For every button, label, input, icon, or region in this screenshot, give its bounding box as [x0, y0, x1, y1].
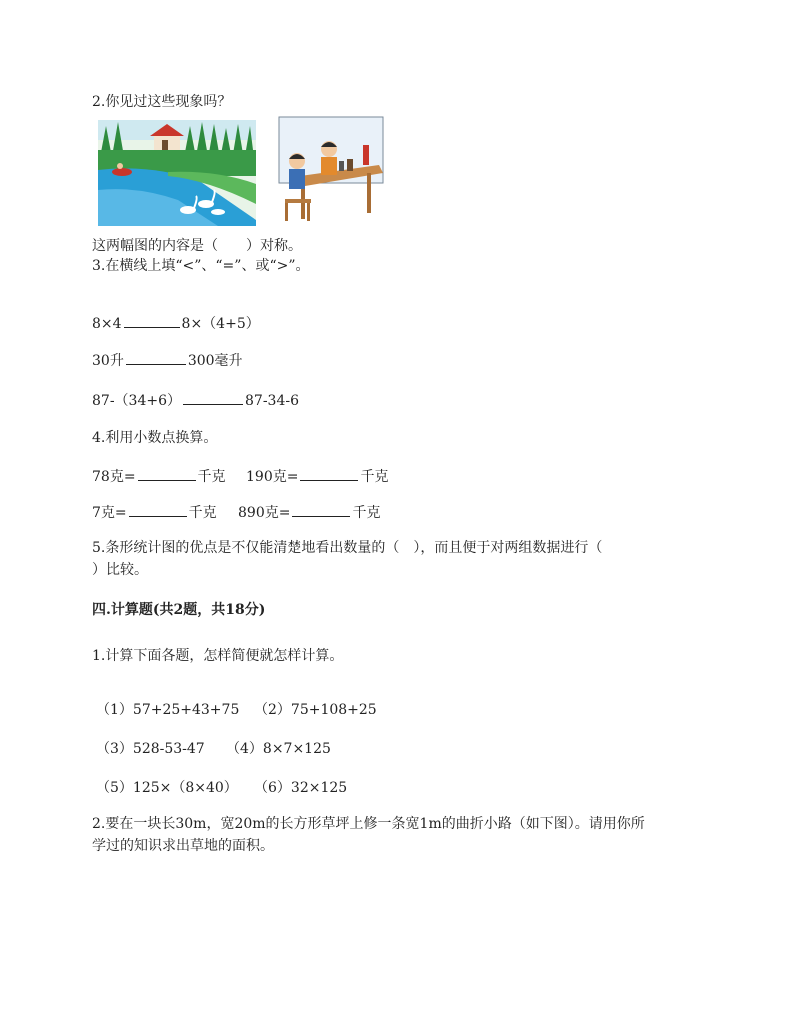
calc-item: （1）57+25+43+75 [96, 702, 240, 718]
answer-blank[interactable] [126, 350, 186, 365]
calc-item: （2）75+108+25 [254, 702, 377, 718]
q4-item-1-left: 78克= [92, 469, 136, 485]
q4-item-2 [246, 466, 388, 487]
answer-blank[interactable] [183, 390, 243, 405]
q3-row-1-right: 8×（4+5） [181, 316, 260, 332]
q3-row-1-left: 8×4 [92, 316, 122, 332]
calc-item: （6）32×125 [254, 780, 348, 796]
answer-blank[interactable] [129, 502, 187, 517]
q3-row-1 [92, 313, 260, 334]
section-heading: 四.计算题(共2题，共18分) [92, 602, 266, 618]
calc2-line-2: 学过的知识求出草地的面积。 [92, 838, 274, 854]
q4-item-4 [238, 502, 380, 523]
q4-item-3-unit: 千克 [188, 505, 217, 521]
q4-item-3 [92, 502, 217, 523]
calc-item: （4）8×7×125 [226, 741, 331, 757]
answer-blank[interactable] [292, 502, 350, 517]
q4-item-2-unit: 千克 [360, 469, 389, 485]
q3-row-3 [92, 390, 299, 411]
q2-answer-line: 这两幅图的内容是（ ）对称。 [92, 238, 302, 254]
answer-blank[interactable] [300, 466, 358, 481]
q4-item-1-unit: 千克 [197, 469, 226, 485]
q4-item-2-left: 190克= [246, 469, 299, 485]
q3-row-2-left: 30升 [92, 353, 124, 369]
q3-row-2-right: 300毫升 [187, 353, 243, 369]
calc-item: （5）125×（8×40） [96, 780, 238, 796]
calc2-line-1: 2.要在一块长30m，宽20m的长方形草坪上修一条宽1m的曲折小路（如下图）。请用你所 [92, 816, 645, 832]
q3-row-3-right: 87-34-6 [245, 393, 299, 409]
answer-blank[interactable] [138, 466, 196, 481]
q4-item-4-left: 890克= [238, 505, 291, 521]
calc-item: （3）528-53-47 [96, 741, 205, 757]
q4-item-4-unit: 千克 [352, 505, 381, 521]
children-mirror-image [275, 115, 385, 225]
q4-item-3-left: 7克= [92, 505, 127, 521]
q4-title: 4.利用小数点换算。 [92, 430, 218, 446]
q4-item-1 [92, 466, 226, 487]
calc1-title: 1.计算下面各题，怎样简便就怎样计算。 [92, 648, 344, 664]
q3-row-2 [92, 350, 243, 371]
q2-title: 2.你见过这些现象吗？ [92, 94, 232, 110]
answer-blank[interactable] [124, 313, 180, 328]
q3-title: 3.在横线上填“<”、“=”、或“>”。 [92, 258, 310, 274]
q3-row-3-left: 87-（34+6） [92, 393, 181, 409]
lake-reflection-image [98, 120, 256, 226]
q5-line-2: ）比较。 [92, 562, 148, 578]
q5-line-1: 5.条形统计图的优点是不仅能清楚地看出数量的（ ），而且便于对两组数据进行（ [92, 540, 603, 556]
